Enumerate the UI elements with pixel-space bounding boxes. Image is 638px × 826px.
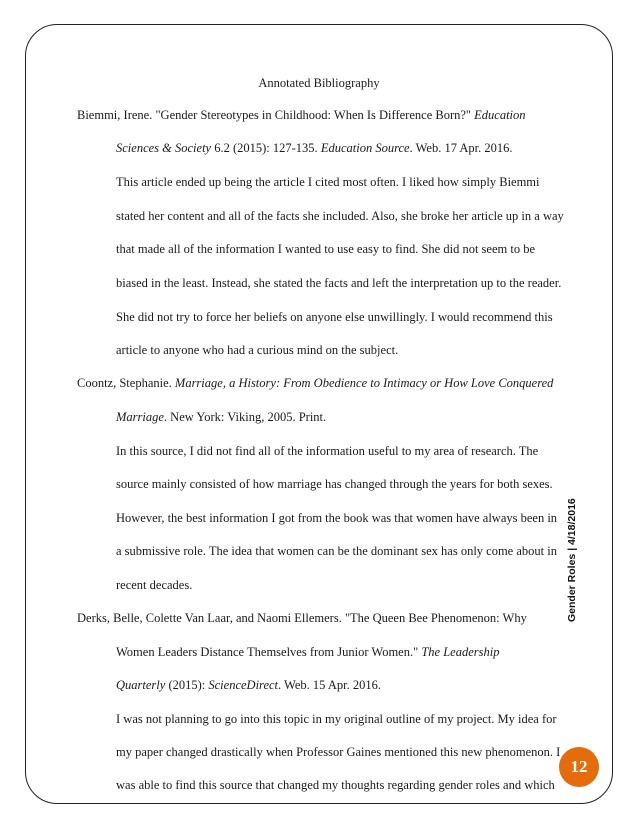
text-line: She did not try to force her beliefs on anyone else unwillingly. I would recommend this bbox=[116, 310, 553, 324]
text-line: Women Leaders Distance Themselves from Junior Women." The Leadership bbox=[116, 645, 500, 659]
text-line: that made all of the information I wanted to use easy to find. She did not seem to be bbox=[116, 242, 535, 256]
text-line: Derks, Belle, Colette Van Laar, and Naomi Ellemers. "The Queen Bee Phenomenon: Why bbox=[77, 611, 527, 625]
text-line: Quarterly (2015): ScienceDirect. Web. 15 Apr. 2016. bbox=[116, 678, 381, 692]
text-line: biased in the least. Instead, she stated the facts and left the interpretation up to the reader. bbox=[116, 276, 562, 290]
text-line: Biemmi, Irene. "Gender Stereotypes in Childhood: When Is Difference Born?" Education bbox=[77, 108, 526, 122]
text-line: Marriage. New York: Viking, 2005. Print. bbox=[116, 410, 327, 424]
text-line: In this source, I did not find all of the information useful to my area of research. The bbox=[116, 444, 539, 458]
sidebar-footer-text: Gender Roles | 4/18/2016 bbox=[566, 498, 578, 622]
page-title: Annotated Bibliography bbox=[258, 76, 380, 90]
text-line: source mainly consisted of how marriage has changed through the years for both sexes. bbox=[116, 477, 553, 491]
text-line: a submissive role. The idea that women can be the dominant sex has only come about in bbox=[116, 544, 557, 558]
text-line: my paper changed drastically when Professor Gaines mentioned this new phenomenon. I bbox=[116, 745, 561, 759]
text-line: stated her content and all of the facts she included. Also, she broke her article up in a way bbox=[116, 209, 564, 223]
text-line: article to anyone who had a curious mind on the subject. bbox=[116, 343, 399, 357]
text-line: recent decades. bbox=[116, 578, 193, 592]
text-line: This article ended up being the article I cited most often. I liked how simply Biemmi bbox=[116, 175, 540, 189]
text-line: Coontz, Stephanie. Marriage, a History: From Obedience to Intimacy or How Love Conquered bbox=[77, 376, 554, 390]
text-line: Sciences & Society 6.2 (2015): 127-135. Education Source. Web. 17 Apr. 2016. bbox=[116, 141, 513, 155]
text-line: I was not planning to go into this topic in my original outline of my project. My idea for bbox=[116, 712, 557, 726]
text-line: was able to find this source that changed my thoughts regarding gender roles and which bbox=[116, 778, 555, 792]
text-line: However, the best information I got from the book was that women have always been in bbox=[116, 511, 558, 525]
page-number-badge: 12 bbox=[559, 747, 599, 787]
